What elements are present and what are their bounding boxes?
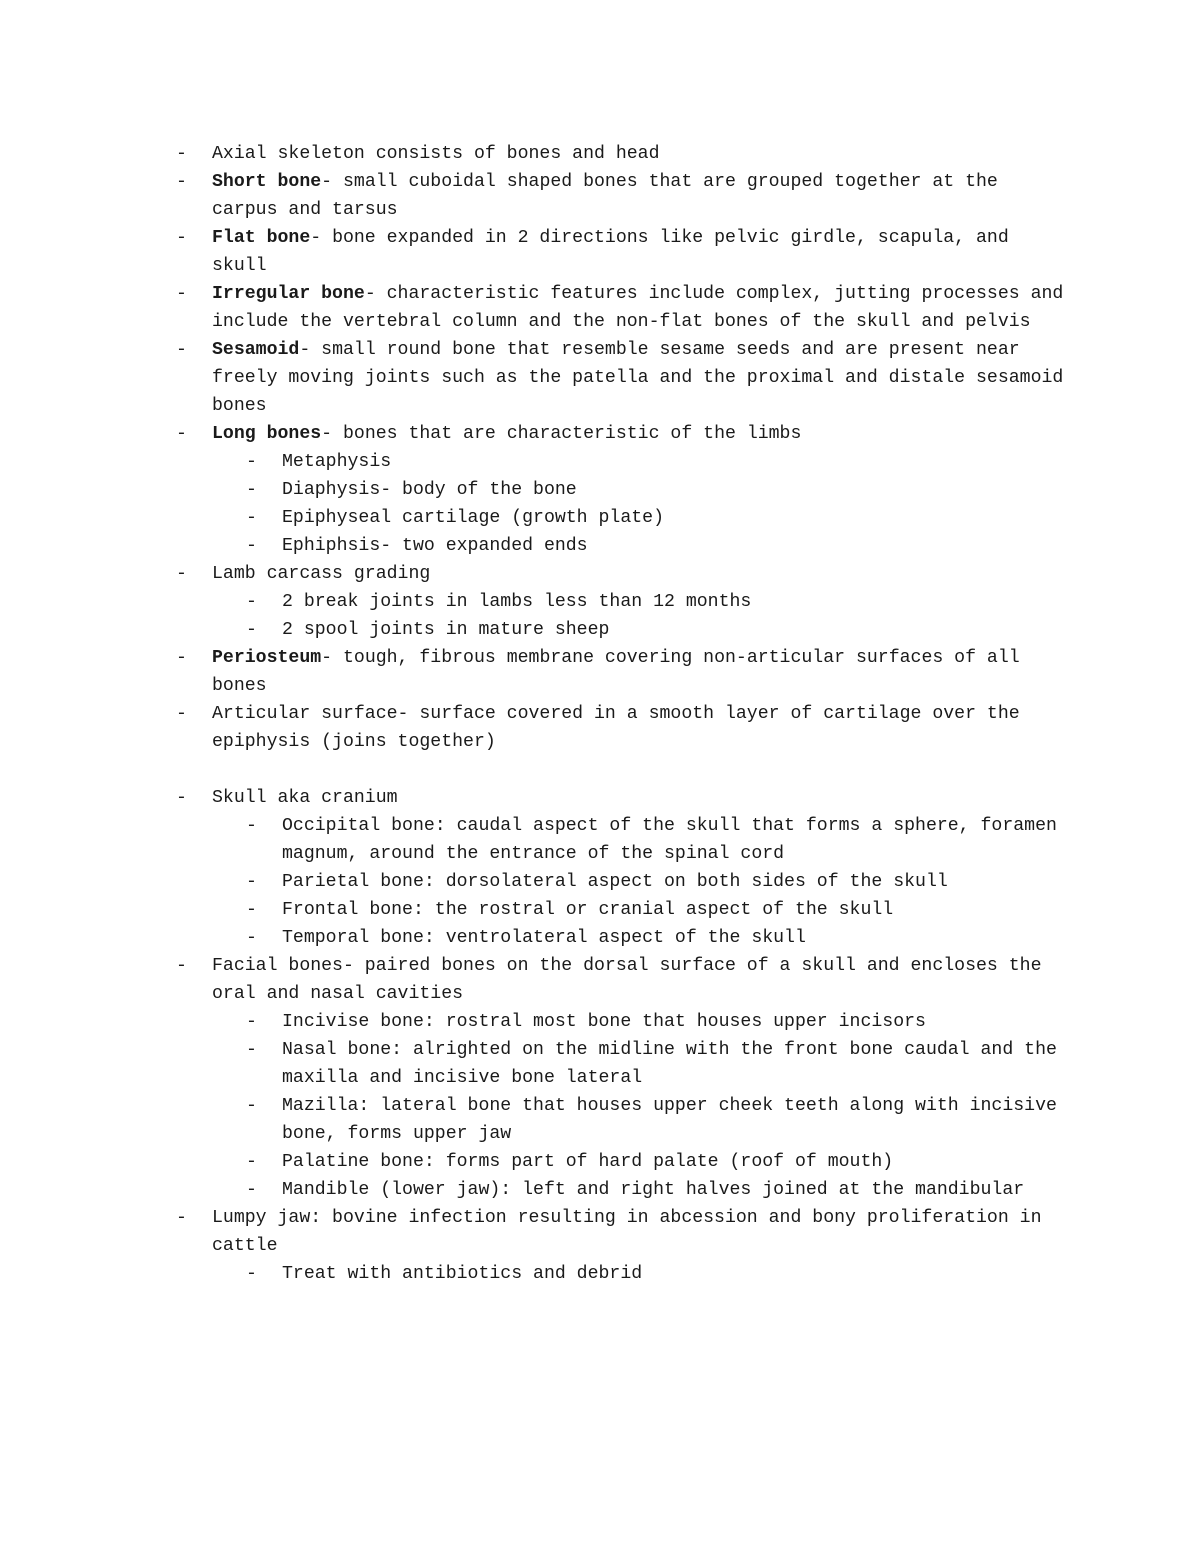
sub-bullet-item: [0, 812, 1072, 868]
bullet-dash: -: [246, 592, 257, 612]
bullet-item: [0, 224, 1072, 280]
sub-bullet-item: [0, 1008, 1072, 1036]
sub-bullet-item: [0, 896, 1072, 924]
bullet-dash: -: [246, 480, 257, 500]
bullet-dash: -: [246, 928, 257, 948]
sub-bullet-item: [0, 1260, 1072, 1288]
sub-bullet-item: [0, 616, 1072, 644]
sub-bullet-item: [0, 532, 1072, 560]
item-text: Articular surface- surface covered in a smooth layer of cartilage over the epiphysis (joins together): [212, 704, 1020, 752]
bullet-dash: -: [246, 620, 257, 640]
bullet-dash: -: [176, 564, 187, 584]
bullet-dash: -: [246, 1096, 257, 1116]
item-text: Occipital bone: caudal aspect of the skull that forms a sphere, foramen magnum, around the entrance of the spinal cord: [282, 816, 1057, 864]
bold-term: Sesamoid: [212, 340, 300, 360]
sub-bullet-item: [0, 448, 1072, 476]
item-text: Metaphysis: [282, 452, 392, 472]
sub-bullet-item: [0, 1176, 1072, 1204]
sub-bullet-item: [0, 588, 1072, 616]
sub-bullet-item: [0, 476, 1072, 504]
sub-bullet-item: [0, 1036, 1072, 1092]
item-text: Temporal bone: ventrolateral aspect of the skull: [282, 928, 806, 948]
bullet-item: [0, 140, 1072, 168]
bullet-dash: -: [176, 340, 187, 360]
bullet-dash: -: [246, 508, 257, 528]
bullet-dash: -: [246, 1264, 257, 1284]
sub-bullet-item: [0, 1148, 1072, 1176]
bullet-dash: -: [176, 424, 187, 444]
bold-term: Flat bone: [212, 228, 311, 248]
bullet-item: [0, 784, 1072, 812]
item-text: Skull aka cranium: [212, 788, 398, 808]
item-text: Palatine bone: forms part of hard palate (roof of mouth): [282, 1152, 894, 1172]
document-page: [0, 140, 1200, 1288]
bullet-dash: -: [246, 1152, 257, 1172]
bullet-dash: -: [246, 1012, 257, 1032]
bullet-item: [0, 952, 1072, 1008]
item-text: Lumpy jaw: bovine infection resulting in abcession and bony proliferation in cattle: [212, 1208, 1042, 1256]
sub-bullet-item: [0, 868, 1072, 896]
bullet-dash: -: [246, 536, 257, 556]
blank-line: [0, 756, 1200, 784]
bullet-dash: -: [246, 900, 257, 920]
item-text: Diaphysis- body of the bone: [282, 480, 577, 500]
bullet-dash: -: [176, 704, 187, 724]
bullet-item: [0, 336, 1072, 420]
item-text: Mazilla: lateral bone that houses upper cheek teeth along with incisive bone, forms upper jaw: [282, 1096, 1057, 1144]
item-text: Lamb carcass grading: [212, 564, 431, 584]
item-text: - bones that are characteristic of the limbs: [321, 424, 802, 444]
bullet-item: [0, 644, 1072, 700]
item-text: - small round bone that resemble sesame seeds and are present near freely moving joints such as the patella and the proximal and distale sesamoid bones: [212, 340, 1064, 416]
item-text: 2 spool joints in mature sheep: [282, 620, 610, 640]
item-text: Facial bones- paired bones on the dorsal surface of a skull and encloses the oral and nasal cavities: [212, 956, 1042, 1004]
bold-term: Short bone: [212, 172, 322, 192]
bullet-dash: -: [176, 648, 187, 668]
bullet-dash: -: [176, 788, 187, 808]
bullet-dash: -: [176, 228, 187, 248]
bullet-dash: -: [176, 144, 187, 164]
item-text: - tough, fibrous membrane covering non-articular surfaces of all bones: [212, 648, 1020, 696]
bullet-dash: -: [176, 172, 187, 192]
bullet-item: [0, 700, 1072, 756]
bullet-dash: -: [176, 956, 187, 976]
sub-bullet-item: [0, 924, 1072, 952]
item-text: 2 break joints in lambs less than 12 months: [282, 592, 752, 612]
item-text: Mandible (lower jaw): left and right halves joined at the mandibular: [282, 1180, 1025, 1200]
bullet-dash: -: [246, 1040, 257, 1060]
item-text: Incivise bone: rostral most bone that houses upper incisors: [282, 1012, 926, 1032]
sub-bullet-item: [0, 1092, 1072, 1148]
bullet-dash: -: [246, 872, 257, 892]
bullet-item: [0, 280, 1072, 336]
item-text: Frontal bone: the rostral or cranial aspect of the skull: [282, 900, 894, 920]
bullet-item: [0, 560, 1072, 588]
item-text: Parietal bone: dorsolateral aspect on both sides of the skull: [282, 872, 948, 892]
sub-bullet-item: [0, 504, 1072, 532]
item-text: Treat with antibiotics and debrid: [282, 1264, 643, 1284]
bullet-dash: -: [246, 452, 257, 472]
bullet-item: [0, 168, 1072, 224]
item-text: Ephiphsis- two expanded ends: [282, 536, 588, 556]
bold-term: Periosteum: [212, 648, 322, 668]
bullet-dash: -: [176, 1208, 187, 1228]
item-text: - bone expanded in 2 directions like pelvic girdle, scapula, and skull: [212, 228, 1009, 276]
bullet-dash: -: [246, 816, 257, 836]
item-text: Axial skeleton consists of bones and head: [212, 144, 660, 164]
bold-term: Long bones: [212, 424, 322, 444]
bullet-item: [0, 420, 1072, 448]
bullet-dash: -: [246, 1180, 257, 1200]
bold-term: Irregular bone: [212, 284, 365, 304]
item-text: Nasal bone: alrighted on the midline with the front bone caudal and the maxilla and incisive bone lateral: [282, 1040, 1057, 1088]
item-text: Epiphyseal cartilage (growth plate): [282, 508, 664, 528]
bullet-dash: -: [176, 284, 187, 304]
item-text: - characteristic features include complex, jutting processes and include the vertebral column and the non-flat bones of the skull and pelvis: [212, 284, 1064, 332]
bullet-item: [0, 1204, 1072, 1260]
item-text: - small cuboidal shaped bones that are grouped together at the carpus and tarsus: [212, 172, 998, 220]
